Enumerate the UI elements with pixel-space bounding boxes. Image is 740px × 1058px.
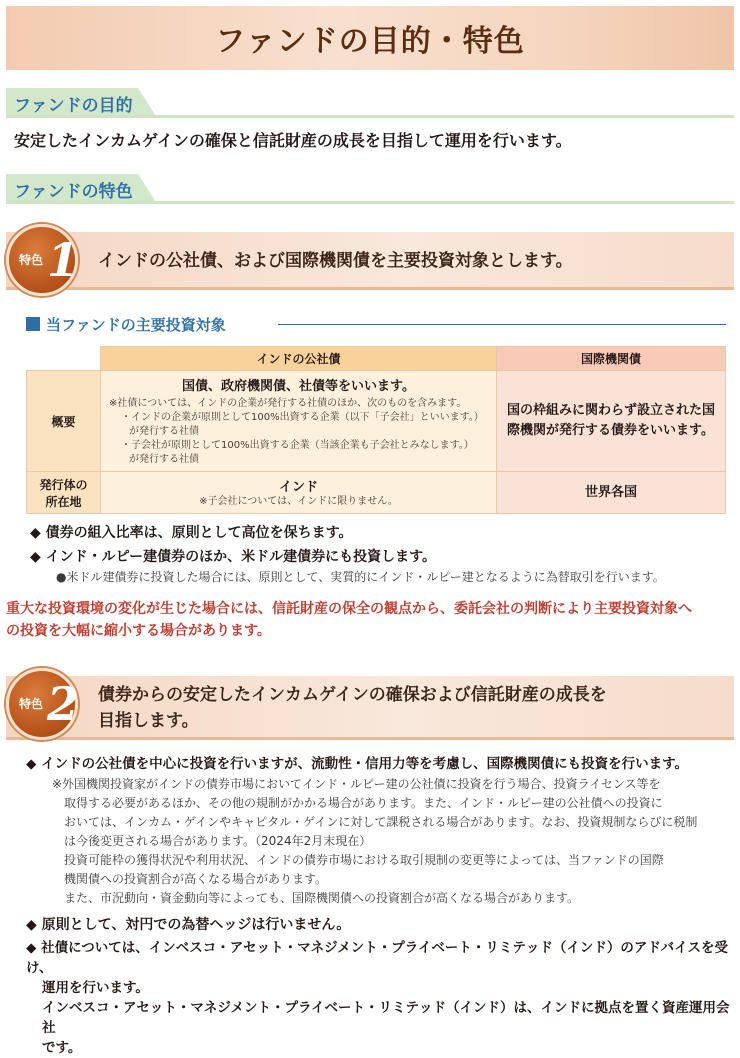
col-header-india-bonds: インドの公社債 xyxy=(101,347,497,371)
feature2-bullet-3: ◆ 社債については、インベスコ・アセット・マネジメント・プライベート・リミテッド（インド）のアドバイスを受け、 運用を行います。 インベスコ・アセット・マネジメント・プライベート・リミテッド（インド）は、インドに拠点を置く資産運用会社 です。 xyxy=(26,940,730,1056)
cell-supranational-overview: 国の枠組みに関わらず設立された国際機関が発行する債券をいいます。 xyxy=(497,371,726,472)
feature1-bullet-2: ◆ インド・ルピー建債券のほか、米ドル建債券にも投資します。 xyxy=(30,549,436,565)
feature1-badge xyxy=(6,224,78,296)
feature2-title: 債券からの安定したインカムゲインの確保および信託財産の成長を 目指します。 xyxy=(98,685,607,731)
cell-india-overview: 国債、政府機関債、社債等をいいます。 ※社債については、インドの企業が発行する社債のほか、次のものを含みます。 ・インドの企業が原則として100%出資する企業（以下「子会社」といいます。） が発行する社債 ・子会社が原則として100%出資する企業（当該企業も子会社とみなします。） が発行する社債 xyxy=(101,371,497,472)
investment-targets-table xyxy=(26,346,726,514)
page-title: ファンドの目的・特色 xyxy=(215,24,525,59)
cell-supranational-location: 世界各国 xyxy=(497,472,726,514)
page-title-banner xyxy=(6,6,734,70)
feature1-title: インドの公社債、および国際機関債を主要投資対象とします。 xyxy=(98,251,573,271)
feature2-badge xyxy=(6,668,78,740)
feature1-banner xyxy=(6,232,734,290)
feature2-badge-number: 2 xyxy=(47,677,80,731)
feature2-bullet-2: ◆ 原則として、対円での為替ヘッジは行いません。 xyxy=(26,917,351,933)
warning-text: 重大な投資環境の変化が生じた場合には、信託財産の保全の観点から、委託会社の判断により主要投資対象へ の投資を大幅に縮小する場合があります。 xyxy=(6,601,692,639)
row-header-issuer-location: 発行体の 所在地 xyxy=(27,472,101,514)
feature2-badge-label: 特色 xyxy=(19,697,44,711)
feature2-bullet-1: ◆ インドの公社債を中心に投資を行いますが、流動性・信用力等を考慮し、国際機関債にも投資を行います。 xyxy=(26,756,689,772)
col-header-supranational-bonds: 国際機関債 xyxy=(497,347,726,371)
feature1-bullet-2-note: ●米ドル建債券に投資した場合には、原則として、実質的にインド・ルピー建となるように為替取引を行います。 xyxy=(56,570,665,584)
feature2-notes: ※外国機関投資家がインドの債券市場においてインド・ルピー建の公社債に投資を行う場合、投資ライセンス等を 取得する必要があるほか、その他の規制がかかる場合があります。また、インド・ルピー建の公社債への投資に おいては、インカム・ゲインやキャピタル・ゲインに対して課税される場合があります。なお、投資規制ならびに税制 は今後変更される場合があります。（2024年2月末現在） 投資可能枠の獲得状況や利用状況、インドの債券市場における取引規制の変更等によっては、当ファンドの国際 機関債への投資割合が高くなる場合があります。 また、市況動向・資金動向等によっても、国際機関債への投資割合が高くなる場合があります。 xyxy=(52,777,698,905)
feature2-banner xyxy=(6,676,734,740)
purpose-heading-bar xyxy=(6,88,734,118)
cell-india-location: インド ※子会社については、インドに限りません。 xyxy=(101,472,497,514)
features-heading-bar xyxy=(6,174,734,204)
feature1-badge-number: 1 xyxy=(47,233,80,287)
features-heading: ファンドの特色 xyxy=(14,182,133,202)
main-targets-heading: 当ファンドの主要投資対象 xyxy=(26,314,726,336)
purpose-text: 安定したインカムゲインの確保と信託財産の成長を目指して運用を行います。 xyxy=(14,131,572,150)
feature1-badge-label: 特色 xyxy=(19,253,44,267)
square-bullet-icon xyxy=(26,317,40,331)
purpose-heading: ファンドの目的 xyxy=(14,96,133,116)
row-header-overview: 概要 xyxy=(27,371,101,472)
feature1-bullet-1: ◆ 債券の組入比率は、原則として高位を保ちます。 xyxy=(30,525,353,541)
